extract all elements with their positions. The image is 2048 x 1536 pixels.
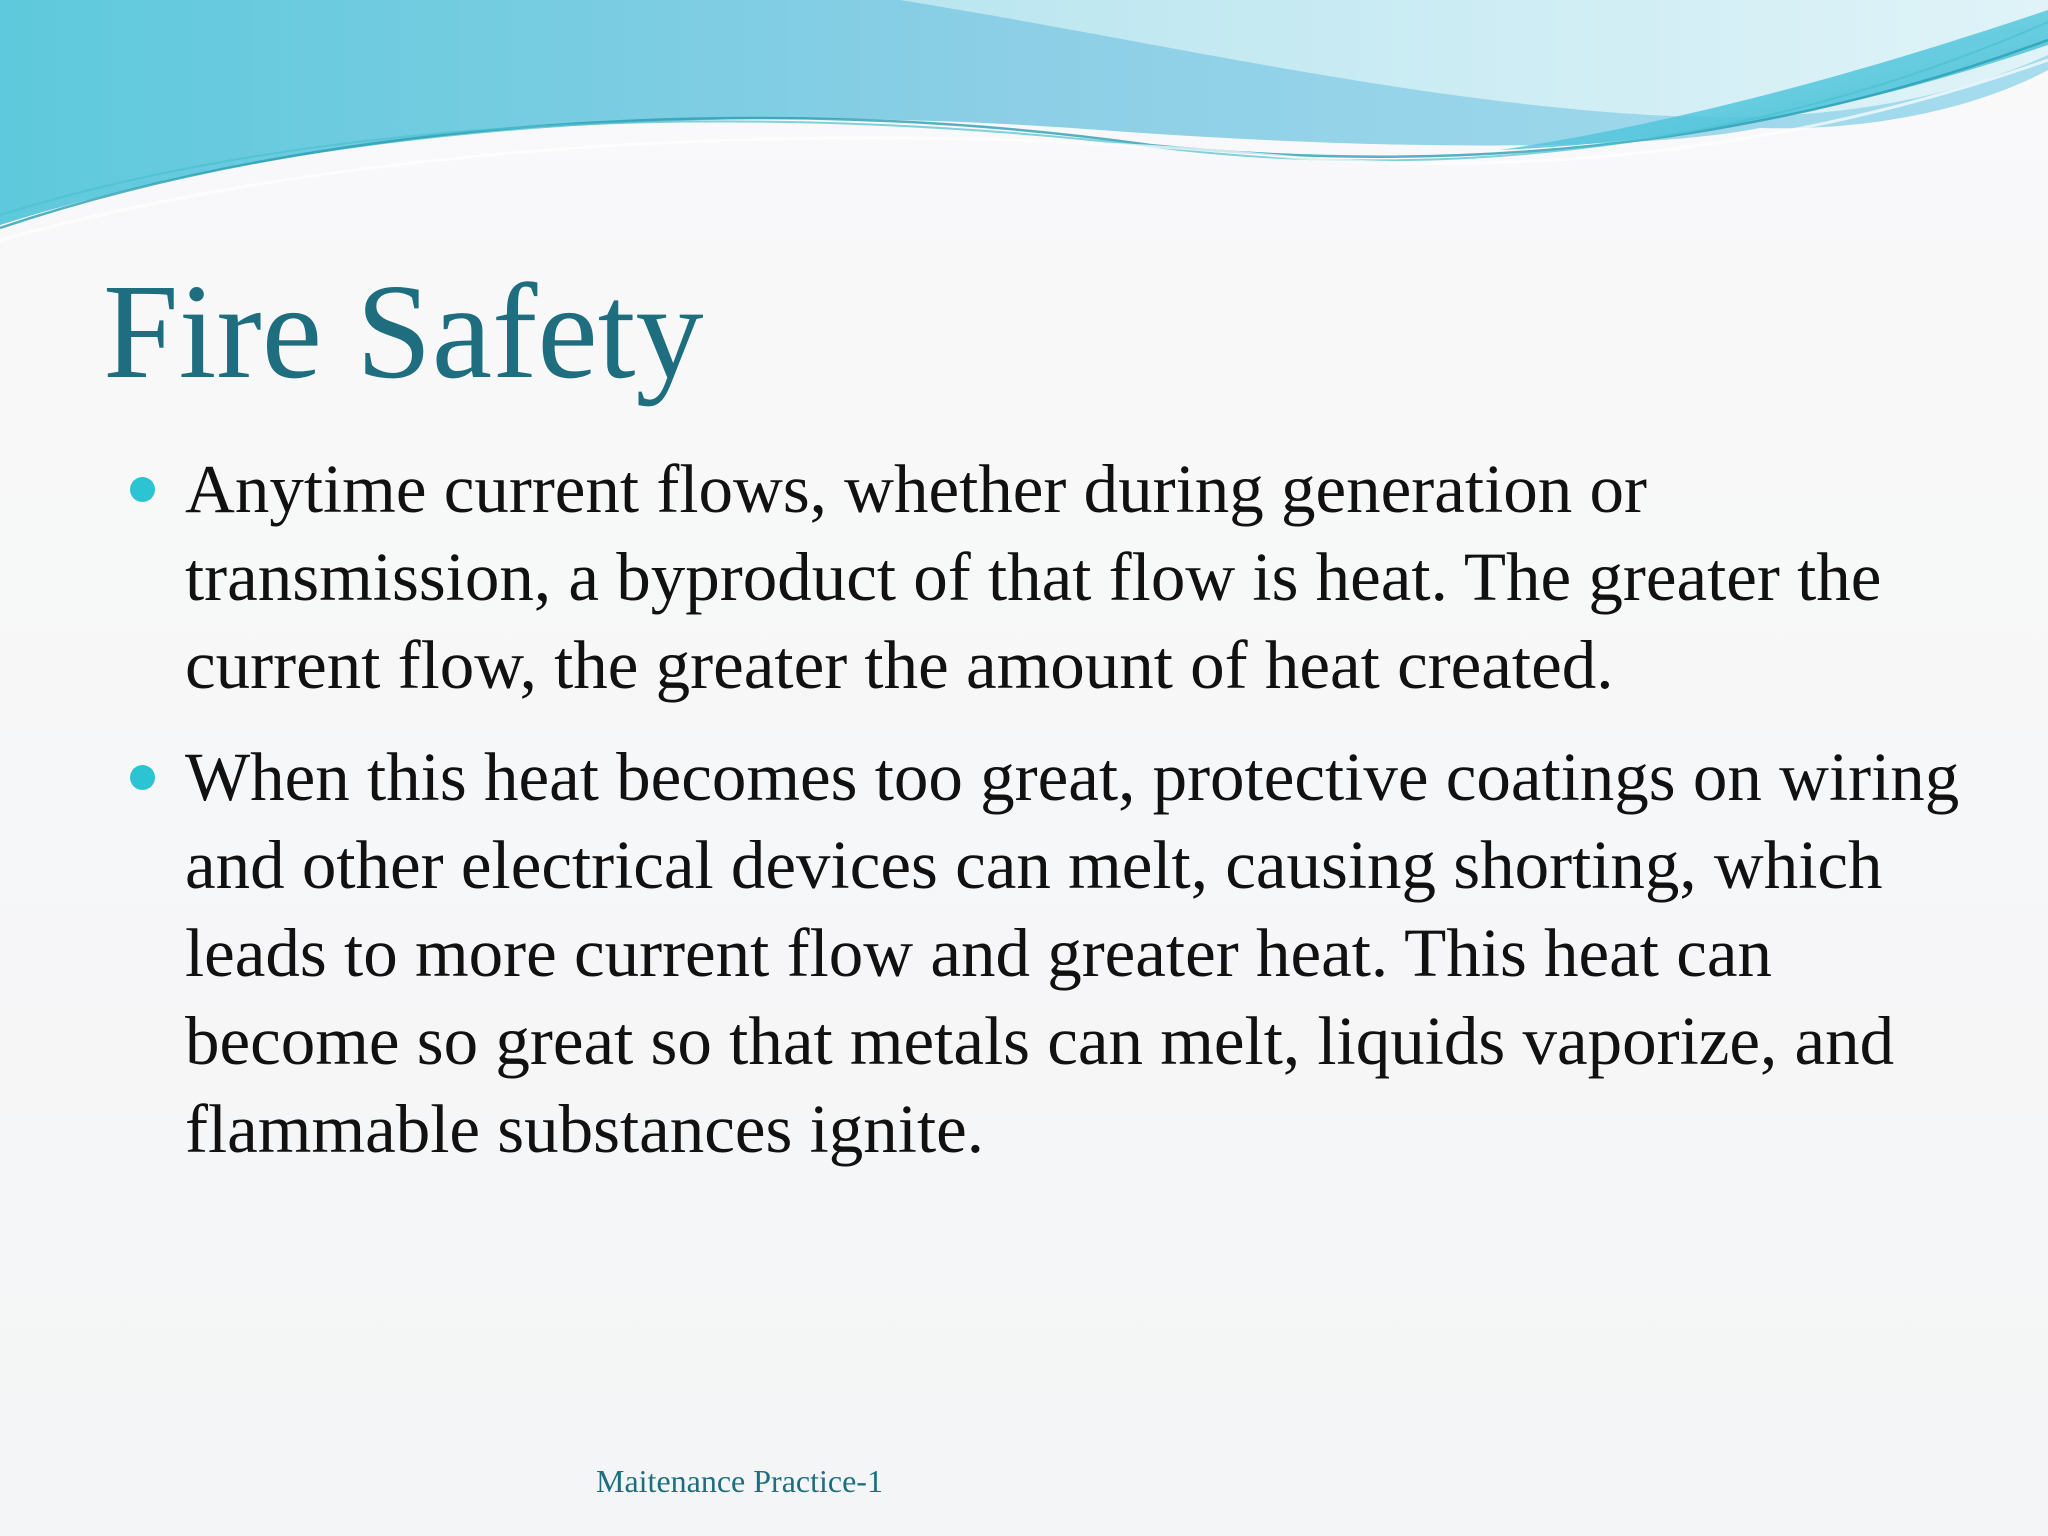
slide-title: Fire Safety	[103, 257, 704, 407]
bullet-item	[185, 445, 1975, 709]
bullet-list	[185, 445, 1975, 1197]
decorative-wave-header	[0, 0, 2048, 260]
bullet-dot-icon	[130, 765, 155, 790]
bullet-text: When this heat becomes too great, protective coatings on wiring and other electrical devices can melt, causing shorting, which leads to more current flow and greater heat. This heat can become so great so that metals can melt, liquids vaporize, and flammable substances ignite.	[185, 739, 1960, 1167]
bullet-dot-icon	[130, 477, 155, 502]
slide-footer: Maitenance Practice-1	[596, 1463, 883, 1499]
bullet-text: Anytime current flows, whether during generation or transmission, a byproduct of that flow is heat. The greater the current flow, the greater the amount of heat created.	[185, 451, 1882, 703]
bullet-item	[185, 733, 1975, 1173]
